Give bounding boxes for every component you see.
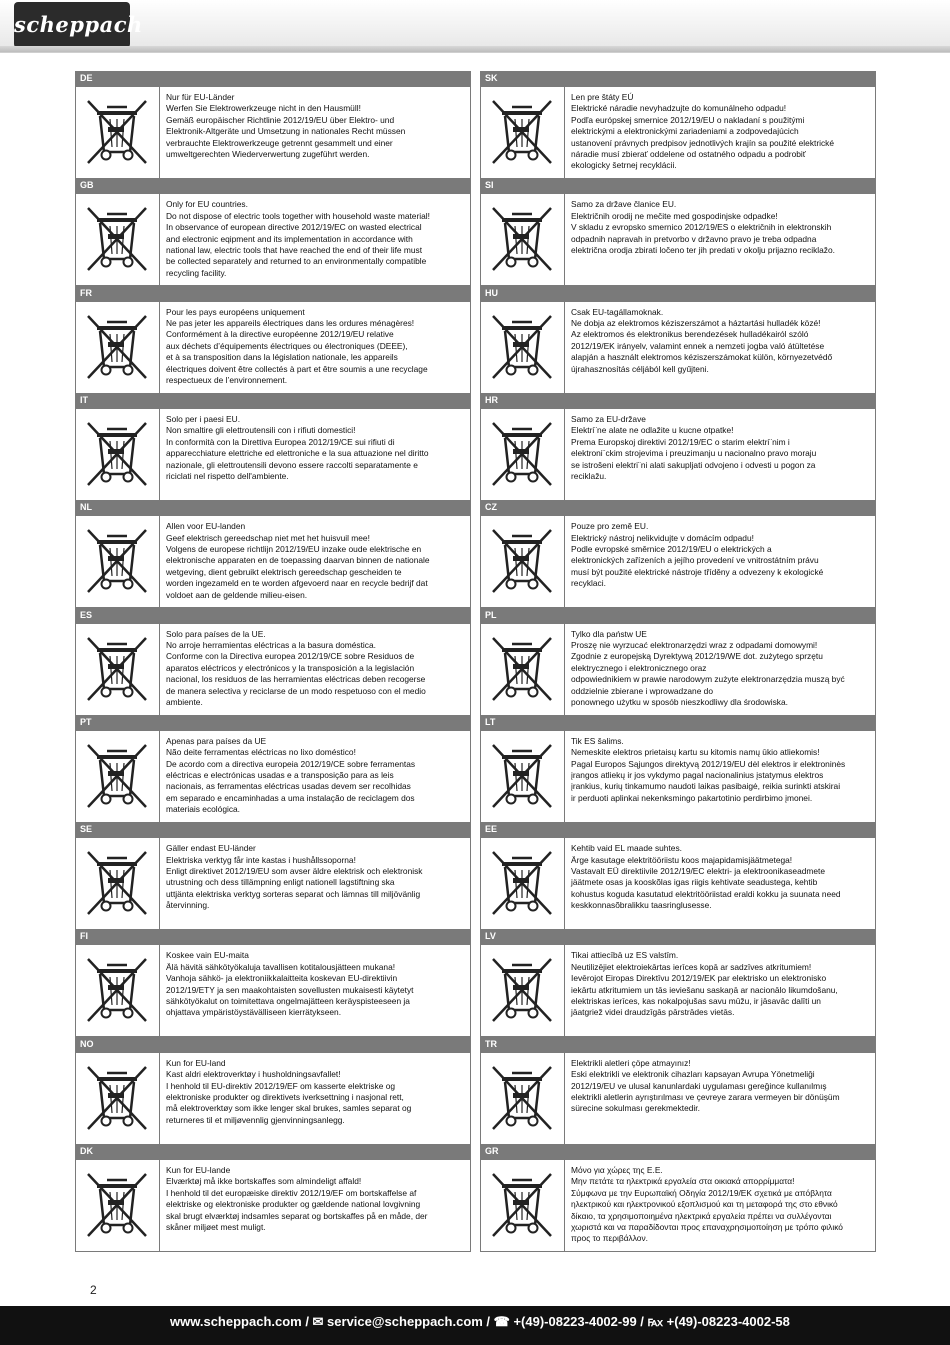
notice-line: Vanhoja sähkö- ja elektroniikkalaitteita koskevan EU-direktiivin [166, 973, 398, 984]
crossed-bin-icon [76, 409, 160, 500]
language-code: TR [485, 1038, 497, 1049]
notice-line: įrankius, kurių tinkamumo naudoti laikas pasibaigė, reikia surinkti atskirai [571, 781, 841, 792]
notice-line: Ne dobja az elektromos kéziszerszámot a háztartási hulladék közé! [571, 318, 821, 328]
notice-line: Podľa európskej smernice 2012/19/EU o nakladaní s použitými [571, 114, 805, 125]
language-code: GR [485, 1146, 499, 1156]
weee-box [480, 302, 876, 394]
notice-line: Geef elektrisch gereedschap niet met het huisvuil mee! [166, 532, 370, 543]
notice-line: Nemeskite elektros prietaisų kartu su kitomis namų ūkio atliekomis! [571, 747, 820, 758]
notice-line: musí být použité elektrické nástroje tříděny a odvezeny k ekologické [571, 566, 824, 577]
language-bar [480, 1037, 876, 1053]
notice-line: Enligt direktivet 2012/19/EU som avser äldre elektrisk och elektronisk [166, 865, 423, 876]
notice-line: sürecine sokulması gerekmektedir. [571, 1103, 700, 1114]
language-bar [480, 178, 876, 194]
notice-line: Elektrický nástroj nelikvidujte v domácím odpadu! [571, 532, 754, 543]
notice-line: Elektriska verktyg får inte kastas i hushållssoporna! [166, 854, 356, 865]
disposal-notice [571, 521, 871, 589]
notice-line: Pagal Europos Sąjungos direktyvą 2012/19/EU dėl elektros ir elektroninės [571, 758, 846, 769]
notice-line: električna orodja zbirati ločeno ter jih predati v okolju prijazno reciklažo. [571, 244, 835, 255]
crossed-bin-icon [481, 516, 565, 607]
notice-line: újrahasznosítás céljából kell gyűjteni. [571, 363, 709, 374]
weee-box [75, 302, 471, 394]
language-code: CZ [485, 502, 497, 513]
weee-entry-hu [480, 286, 876, 394]
notice-line: Len pre štáty EÚ [571, 92, 634, 102]
notice-line: skal brugt elværktøj indsamles separat og bortskaffes på en måde, der [166, 1210, 428, 1221]
crossed-bin-icon [481, 1160, 565, 1251]
weee-entry-hr [480, 393, 876, 501]
disposal-notice [166, 414, 466, 482]
weee-box [480, 945, 876, 1037]
notice-line: Do not dispose of electric tools together with household waste material! [166, 210, 430, 221]
weee-entry-sk [480, 71, 876, 179]
notice-line: ekologicky šetrnej recyklácii. [571, 160, 677, 171]
notice-line: Solo per i paesi EU. [166, 413, 241, 424]
page-header [0, 0, 950, 53]
crossed-bin-icon [481, 731, 565, 822]
weee-box [480, 409, 876, 501]
crossed-bin-icon [481, 87, 565, 178]
notice-line: jäätmete osas ja kooskõlas igas riigis kehtivate seadustega, kehtib [571, 877, 818, 888]
notice-line: returneres til et miljøvennlig gjenvinningsanlegg. [166, 1114, 345, 1125]
notice-line: In conformità con la Direttiva Europea 2012/19/CE sui rifiuti di [166, 436, 395, 447]
language-code: FR [80, 287, 92, 298]
crossed-bin-icon [481, 409, 565, 500]
notice-line: uttjänta elektriska verktyg sorteras separat och lämnas till miljövänlig [166, 888, 421, 899]
language-code: SK [485, 73, 498, 83]
language-bar [75, 178, 471, 194]
language-code: IT [80, 394, 88, 405]
language-bar [75, 500, 471, 516]
disposal-notice [571, 843, 871, 911]
language-bar [480, 71, 876, 87]
notice-line: recycling facility. [166, 267, 227, 278]
weee-entry-dk [75, 1144, 471, 1252]
notice-line: Μην πετάτε τα ηλεκτρικά εργαλεία στα οικιακά απορρίμματα! [571, 1176, 795, 1187]
notice-line: Kun for EU-lande [166, 1165, 231, 1175]
notice-line: Pour les pays européens uniquement [166, 306, 305, 317]
notice-line: V skladu z evropsko smernico 2012/19/ES o električnih in elektronskih [571, 222, 832, 233]
notice-line: Samo za države članice EU. [571, 199, 677, 210]
notice-line: verbrauchte Elektrowerkzeuge getrennt gesammelt und einer [166, 137, 393, 148]
weee-entry-fi [75, 929, 471, 1037]
notice-line: Gemäß europäischer Richtlinie 2012/19/EU über Elektro- und [166, 114, 395, 125]
weee-entry-pl [480, 608, 876, 716]
language-bar [480, 929, 876, 945]
disposal-notice [166, 1058, 466, 1126]
notice-line: national law, electric tools that have reached the end of their life must [166, 244, 423, 255]
notice-line: återvinning. [166, 900, 210, 911]
notice-line: Allen voor EU-landen [166, 521, 246, 532]
language-bar [480, 393, 876, 409]
language-bar [480, 822, 876, 838]
notice-line: sähkötyökalut on toimitettava ongelmajätteen keräyspisteeseen ja [166, 996, 410, 1007]
notice-line: odpadnih napravah in pretvorbo v državno pravo je treba odpadna [571, 233, 817, 244]
notice-line: náradie musí zbierať oddelene od ostatného odpadu a podrobiť [571, 149, 806, 160]
disposal-notice [166, 521, 466, 601]
disposal-notice [571, 629, 871, 709]
weee-box [75, 1160, 471, 1252]
notice-line: Kast aldri elektroverktøy i husholdningsavfallet! [166, 1069, 341, 1080]
notice-line: elektriskas ierīces, kas nokalpojušas savu mūžu, ir jāsavāc dalīti un [571, 996, 821, 1007]
notice-line: No arroje herramientas eléctricas a la basura doméstica. [166, 639, 376, 650]
crossed-bin-icon [76, 945, 160, 1036]
notice-line: Only for EU countries. [166, 199, 248, 210]
notice-line: Werfen Sie Elektrowerkzeuge nicht in den Hausmüll! [166, 103, 361, 114]
notice-line: Elværktøj må ikke bortskaffes som almindeligt affald! [166, 1176, 362, 1187]
notice-line: Tik ES šalims. [571, 735, 624, 746]
notice-line: Tylko dla państw UE [571, 628, 647, 639]
notice-line: umweltgerechten Wiederverwertung zugeführt werden. [166, 149, 370, 160]
crossed-bin-icon [76, 731, 160, 822]
notice-line: Pouze pro země EU. [571, 521, 649, 532]
notice-line: 2012/19/EK irányelv, valamint ennek a nemzeti jogba való átültetése [571, 340, 825, 351]
weee-entry-nl [75, 500, 471, 608]
notice-line: ohjattava ympäristöystävälliseen kierrätykseen. [166, 1007, 342, 1018]
notice-line: aparatos eléctricos y electrónicos y la transposición a la legislación [166, 662, 415, 673]
weee-entry-gb [75, 178, 471, 286]
notice-line: Elektronik-Altgeräte und Umsetzung in nationales Recht müssen [166, 126, 406, 137]
weee-entry-de [75, 71, 471, 179]
notice-line: utrustning och dess tillämpning enligt nationell lagstiftning ska [166, 877, 395, 888]
weee-entry-it [75, 393, 471, 501]
disposal-notice [571, 1165, 871, 1245]
weee-box [75, 838, 471, 930]
notice-line: Zgodnie z europejską Dyrektywą 2012/19/WE dot. zużytego sprzętu [571, 651, 823, 662]
weee-box [480, 1053, 876, 1145]
notice-line: iekārtu atkritumiem un tās ieviešanu saskaņā ar nacionālo likumdošanu, [571, 984, 838, 995]
notice-line: ηλεκτρικού και ηλεκτρονικού εξοπλισμού και τη μεταφορά της στο εθνικό [571, 1199, 838, 1210]
language-code: GB [80, 180, 94, 191]
notice-line: ustanovení právnych predpisov jednotlivých krajín sa použité elektrické [571, 137, 835, 148]
brand-logo: scheppach [14, 2, 130, 48]
weee-box [75, 194, 471, 286]
notice-line: Elektri¨ne alate ne odlažite u kucne otpatke! [571, 425, 734, 436]
weee-entry-tr [480, 1037, 876, 1145]
contact-footer [0, 1306, 950, 1345]
weee-box [480, 194, 876, 286]
notice-line: Volgens de europese richtlijn 2012/19/EU inzake oude elektrische en [166, 544, 422, 554]
language-bar [75, 929, 471, 945]
notice-line: Električnih orodij ne mečite med gospodinjske odpadke! [571, 210, 778, 221]
crossed-bin-icon [76, 624, 160, 715]
notice-line: ponownego użytku w sposób nieszkodliwy dla środowiska. [571, 696, 788, 707]
language-bar [75, 608, 471, 624]
crossed-bin-icon [76, 838, 160, 929]
disposal-notice [571, 950, 871, 1018]
notice-line: δίκαιο, τα χρησιμοποιημένα ηλεκτρικά εργαλεία πρέπει να συλλέγονται [571, 1210, 832, 1221]
weee-entry-ee [480, 822, 876, 930]
notice-line: keskkonnasõbralikku taasringlusesse. [571, 900, 712, 911]
weee-entry-lt [480, 715, 876, 823]
notice-line: elektriske og elektroniske produkter og gældende national lovgivning [166, 1199, 421, 1210]
notice-line: ir perduoti aplinkai nekenksmingo pakartotinio perdirbimo įmonei. [571, 792, 813, 803]
language-code: NO [80, 1038, 94, 1049]
notice-line: må elektroverktøy som ikke lenger skal brukes, samles separat og [166, 1103, 412, 1114]
notice-line: 2012/19/EU ve ulusal kanunlardaki uygulaması gereğince kullanılmış [571, 1080, 827, 1091]
weee-box [75, 516, 471, 608]
notice-line: elektronických zařízeních a jejího provedení ve vnitrostátním právu [571, 555, 819, 566]
notice-line: Apenas para países da UE [166, 735, 267, 746]
notice-line: Kun for EU-land [166, 1057, 226, 1068]
notice-line: Não deite ferramentas eléctricas no lixo doméstico! [166, 747, 356, 758]
language-code: PL [485, 609, 497, 620]
notice-line: Podle evropské směrnice 2012/19/EU o elektrických a [571, 544, 772, 554]
language-code: DE [80, 73, 93, 83]
crossed-bin-icon [481, 194, 565, 285]
notice-line: προς το περιβάλλον. [571, 1233, 648, 1244]
notice-line: Koskee vain EU-maita [166, 950, 249, 961]
weee-box [75, 87, 471, 179]
disposal-notice [571, 1058, 871, 1115]
crossed-bin-icon [76, 302, 160, 393]
language-bar [480, 715, 876, 731]
notice-line: reciklažu. [571, 470, 607, 481]
language-code: PT [80, 716, 92, 727]
notice-line: de manera selectiva y reciclarse de un modo respetuoso con el medio [166, 685, 426, 696]
weee-entry-es [75, 608, 471, 716]
language-bar [480, 286, 876, 302]
notice-line: Ärge kasutage elektritööriistu koos majapidamisjäätmetega! [571, 854, 793, 865]
disposal-notice [166, 92, 466, 160]
notice-line: Tikai attiecībā uz ES valstīm. [571, 950, 679, 961]
notice-line: Proszę nie wyrzucać elektronarzędzi wraz z odpadami domowymi! [571, 639, 818, 650]
disposal-notice [166, 950, 466, 1018]
language-bar [75, 822, 471, 838]
notice-line: elektrickými a elektronickými zariadeniami a zodpovedajúcich [571, 126, 799, 137]
disposal-notice [166, 199, 466, 279]
language-code: NL [80, 502, 92, 513]
weee-box [75, 945, 471, 1037]
weee-box [480, 624, 876, 716]
weee-entry-cz [480, 500, 876, 608]
crossed-bin-icon [481, 1053, 565, 1144]
weee-box [480, 731, 876, 823]
notice-line: Ne pas jeter les appareils électriques dans les ordures ménagères! [166, 318, 415, 328]
language-code: HU [485, 287, 498, 298]
language-code: SE [80, 824, 93, 835]
notice-line: Gäller endast EU-länder [166, 843, 256, 854]
page-number: 2 [90, 1283, 97, 1297]
weee-box [75, 731, 471, 823]
notice-line: elektroniske produkter og direktivets iverksettning i nasjonal rett, [166, 1091, 404, 1102]
notice-line: Elektrické náradie nevyhadzujte do komunálneho odpadu! [571, 103, 787, 114]
notice-line: Non smaltire gli elettroutensili con i rifiuti domestici! [166, 425, 356, 436]
notice-line: Conformément à la directive européenne 2012/19/EU relative [166, 329, 394, 340]
notice-line: Σύμφωνα με την Ευρωπαϊκή Οδηγία 2012/19/ΕΚ σχετικά με απόβλητα [571, 1187, 832, 1198]
weee-entry-lv [480, 929, 876, 1037]
weee-language-grid [75, 71, 876, 1266]
notice-line: Älä hävitä sähkötyökaluja tavallisen kotitalousjätteen mukana! [166, 961, 396, 972]
disposal-notice [166, 843, 466, 911]
disposal-notice [571, 199, 871, 256]
notice-line: wetgeving, dient gebruikt elektrisch gereedschap gescheiden te [166, 566, 402, 577]
crossed-bin-icon [481, 838, 565, 929]
notice-line: I henhold til det europæiske direktiv 2012/19/EF om bortskaffelse af [166, 1187, 417, 1198]
notice-line: and electronic eqipment and its implementation in accordance with [166, 233, 413, 244]
notice-line: De acordo com a directiva europeia 2012/19/CE sobre ferramentas [166, 758, 416, 769]
disposal-notice [571, 414, 871, 482]
crossed-bin-icon [76, 1160, 160, 1251]
disposal-notice [166, 736, 466, 816]
disposal-notice [166, 307, 466, 387]
notice-line: 2012/19/ETY ja sen maakohtaisten sovellusten mukaisesti käytetyt [166, 984, 414, 995]
notice-line: riciclati nel rispetto dell'ambiente. [166, 470, 289, 481]
language-code: FI [80, 931, 88, 942]
footer-contact-text: www.scheppach.com / ✉ service@scheppach.com / ☎ +(49)-08223-4002-99 / ℻ +(49)-08223-4002-58 [170, 1314, 790, 1329]
language-bar [480, 608, 876, 624]
language-bar [75, 1037, 471, 1053]
language-code: DK [80, 1146, 93, 1156]
notice-line: Vastavalt EÜ direktiivile 2012/19/EC elektri- ja elektroonikaseadmete [571, 865, 826, 876]
notice-line: Kehtib vaid EL maade suhtes. [571, 843, 682, 854]
notice-line: recyklaci. [571, 578, 606, 589]
header-shade [0, 46, 950, 52]
notice-line: Az elektromos és elektronikus berendezések hulladékairól szóló [571, 329, 809, 340]
notice-line: Solo para países de la UE. [166, 628, 266, 639]
notice-line: jāatgriež videi draudzīgās pārstrādes vietās. [571, 1007, 735, 1018]
weee-box [75, 624, 471, 716]
notice-line: voldoet aan de geldende milieu-eisen. [166, 589, 308, 600]
notice-line: respectueux de l’environnement. [166, 375, 288, 386]
language-bar [75, 71, 471, 87]
notice-line: skåner miljøet mest muligt. [166, 1222, 266, 1233]
disposal-notice [166, 1165, 466, 1233]
notice-line: ambiente. [166, 696, 203, 707]
notice-line: Prema Europskoj direktivi 2012/19/EC o starim elektri¨nim i [571, 436, 790, 447]
weee-box [480, 516, 876, 608]
weee-entry-no [75, 1037, 471, 1145]
notice-line: électriques doivent être collectés à part et être soumis a une recyclage [166, 363, 428, 374]
crossed-bin-icon [76, 194, 160, 285]
notice-line: χωριστά και να παραδίδονται προς επαναχρησιμοποίηση με τρόπο φιλικό [571, 1222, 843, 1233]
notice-line: elektrycznego i elektronicznego oraz [571, 662, 707, 673]
notice-line: materiais ecológica. [166, 804, 241, 815]
notice-line: se istrošeni elektri¨ni alati sakupljati odvojeno i odvesti u pogon za [571, 459, 816, 470]
notice-line: I henhold til EU-direktiv 2012/19/EF om kasserte elektriske og [166, 1080, 396, 1091]
notice-line: et à sa transposition dans la législation nationale, les appareils [166, 352, 398, 363]
notice-line: elektronische apparaten en de toepassing daarvan binnen de nationale [166, 555, 430, 566]
notice-line: aux déchets d’équipements électriques ou électroniques (DEEE), [166, 340, 408, 351]
disposal-notice [166, 629, 466, 709]
weee-entry-pt [75, 715, 471, 823]
language-bar [75, 1144, 471, 1160]
notice-line: Nur für EU-Länder [166, 92, 235, 102]
weee-entry-se [75, 822, 471, 930]
notice-line: nazionale, gli elettroutensili devono essere raccolti separatamente e [166, 459, 418, 470]
weee-box [480, 87, 876, 179]
crossed-bin-icon [481, 945, 565, 1036]
notice-line: kohustus koguda kasutatud elektritööriistad eraldi kokku ja suunata need [571, 888, 841, 899]
notice-line: elektrikli aletlerin ayrıştırılması ve çevreye zarara vermeyen bir dönüşüm [571, 1091, 840, 1102]
disposal-notice [571, 92, 871, 172]
weee-entry-si [480, 178, 876, 286]
crossed-bin-icon [481, 624, 565, 715]
weee-box [480, 1160, 876, 1252]
notice-line: odpowiednikiem w prawie narodowym zużyte elektronarzędzia muszą być [571, 674, 845, 685]
disposal-notice [571, 307, 871, 375]
notice-line: alapján a használt elektromos kéziszerszámokat külön, környezetvédő [571, 352, 833, 363]
language-code: HR [485, 394, 498, 405]
notice-line: įrangos atliekų ir jos vykdymo pagal nacionalinius įstatymus elektros [571, 770, 824, 781]
language-bar [480, 500, 876, 516]
notice-line: em separado e encaminhadas a uma instalação de reciclagem dos [166, 792, 415, 803]
notice-line: Conforme con la Directiva europea 2012/19/CE sobre Residuos de [166, 651, 415, 662]
language-code: SI [485, 180, 494, 191]
notice-line: elektroni¨ckim strojevima i preuzimanju u nacionalno pravo moraju [571, 448, 817, 459]
crossed-bin-icon [76, 1053, 160, 1144]
notice-line: Ievērojot Eiropas Direktīvu 2012/19/EK par elektrisko un elektronisko [571, 973, 827, 984]
weee-box [75, 1053, 471, 1145]
crossed-bin-icon [76, 516, 160, 607]
notice-line: In observance of european directive 2012/19/EC on wasted electrical [166, 222, 422, 233]
notice-line: Eski elektrikli ve elektronik cihazları kapsayan Avrupa Yönetmeliği [571, 1069, 815, 1080]
notice-line: Elektrikli aletleri çöpe atmayınız! [571, 1057, 691, 1068]
language-bar [75, 715, 471, 731]
weee-entry-gr [480, 1144, 876, 1252]
notice-line: nacional, los residuos de las herramientas eléctricas deben recogerse [166, 674, 426, 685]
notice-line: be collected separately and returned to an environmentally compatible [166, 256, 427, 267]
language-code: EE [485, 824, 498, 835]
notice-line: Csak EU-tagállamoknak. [571, 306, 664, 317]
language-code: LT [485, 716, 496, 727]
notice-line: oddzielnie zbierane i wprowadzane do [571, 685, 714, 696]
crossed-bin-icon [481, 302, 565, 393]
disposal-notice [571, 736, 871, 804]
notice-line: eléctricas e electrónicas usadas e a transposição para as leis [166, 770, 394, 781]
weee-box [75, 409, 471, 501]
crossed-bin-icon [76, 87, 160, 178]
language-code: ES [80, 609, 93, 620]
weee-box [480, 838, 876, 930]
language-code: LV [485, 931, 496, 942]
notice-line: Μόνο για χώρες της Ε.Ε. [571, 1165, 663, 1175]
notice-line: Neutilizējiet elektroiekārtas ierīces kopā ar sadzīves atkritumiem! [571, 961, 812, 972]
language-bar [75, 286, 471, 302]
notice-line: worden ingezameld en te worden afgevoerd naar en recycle bedrijf dat [166, 578, 428, 589]
weee-entry-fr [75, 286, 471, 394]
notice-line: Samo za EU-države [571, 413, 646, 424]
notice-line: nacionais, as ferramentas eléctricas usadas devem ser recolhidas [166, 781, 411, 792]
notice-line: apparecchiature elettriche ed elettroniche e la sua attuazione nel diritto [166, 448, 429, 459]
language-bar [75, 393, 471, 409]
language-bar [480, 1144, 876, 1160]
